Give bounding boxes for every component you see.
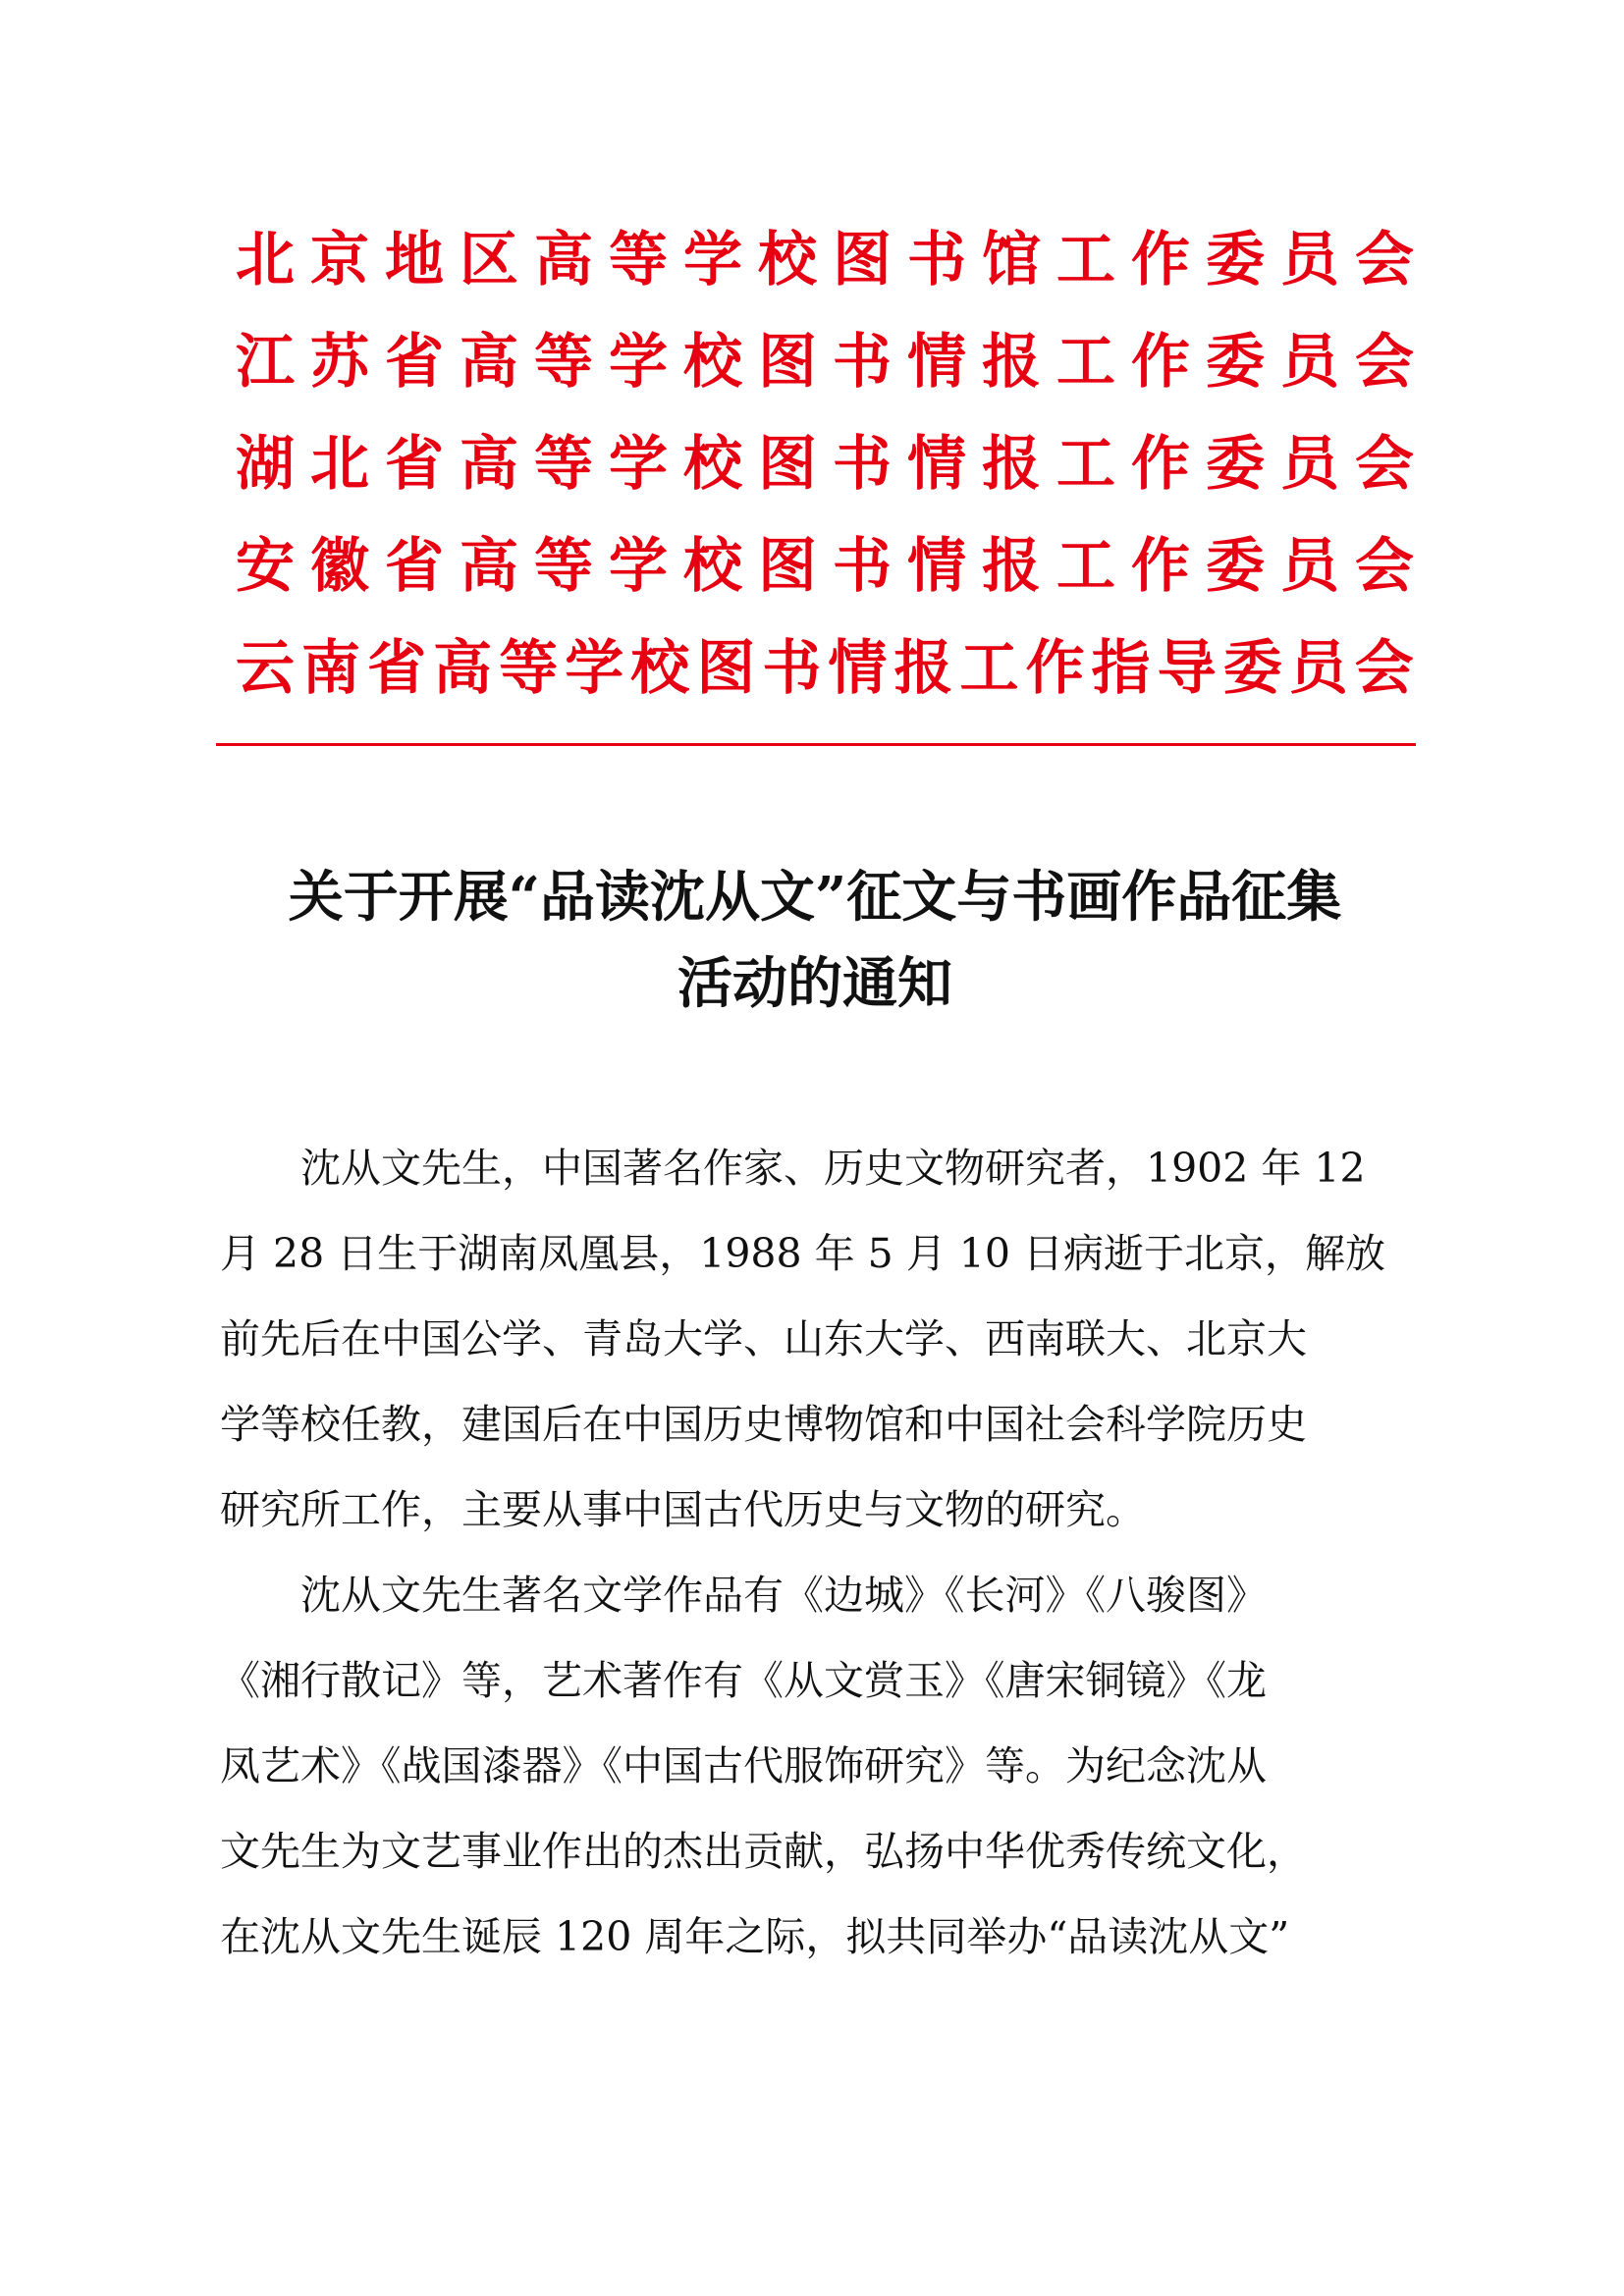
issuer-line: 湖 北 省 高 等 学 校 图 书 情 报 工 作 委 员 会 [236,430,1414,499]
issuer-line: 安 徽 省 高 等 学 校 图 书 情 报 工 作 委 员 会 [236,532,1414,601]
document-title [177,854,1453,1027]
document-body [220,1126,1422,1980]
title-line: 关于开展“品读沈从文”征文与书画作品征集 [288,865,1342,930]
issuer-line: 北 京 地 区 高 等 学 校 图 书 馆 工 作 委 员 会 [236,226,1414,294]
paragraph-line: 沈从文先生，中国著名作家、历史文物研究者，1902 年 12 [220,1145,1366,1192]
issuer-line: 云 南 省 高 等 学 校 图 书 情 报 工 作 指 导 委 员 会 [236,634,1414,703]
paragraph-line: 《湘行散记》等，艺术著作有《从文赏玉》《唐宋铜镜》《龙 [220,1657,1267,1704]
paragraph-line: 沈从文先生著名文学作品有《边城》《长河》《八骏图》 [220,1572,1267,1619]
paragraph-line: 文先生为文艺事业作出的杰出贡献，弘扬中华优秀传统文化， [220,1828,1307,1875]
paragraph-line: 学等校任教，建国后在中国历史博物馆和中国社会科学院历史 [220,1401,1307,1448]
paragraph-line: 研究所工作，主要从事中国古代历史与文物的研究。 [220,1486,1146,1533]
issuing-organizations [236,209,1414,720]
paragraph-line: 月 28 日生于湖南凤凰县，1988 年 5 月 10 日病逝于北京，解放 [220,1230,1385,1277]
body-paragraph [220,1553,1422,1980]
paragraph-line: 前先后在中国公学、青岛大学、山东大学、西南联大、北京大 [220,1315,1307,1362]
paragraph-line: 凤艺术》《战国漆器》《中国古代服饰研究》等。为纪念沈从 [220,1742,1267,1789]
title-line: 活动的通知 [677,951,952,1016]
paragraph-line: 在沈从文先生诞辰 120 周年之际，拟共同举办“品读沈从文” [220,1913,1290,1960]
red-divider-line [216,743,1416,746]
issuer-line: 江 苏 省 高 等 学 校 图 书 情 报 工 作 委 员 会 [236,328,1414,397]
body-paragraph [220,1126,1422,1553]
